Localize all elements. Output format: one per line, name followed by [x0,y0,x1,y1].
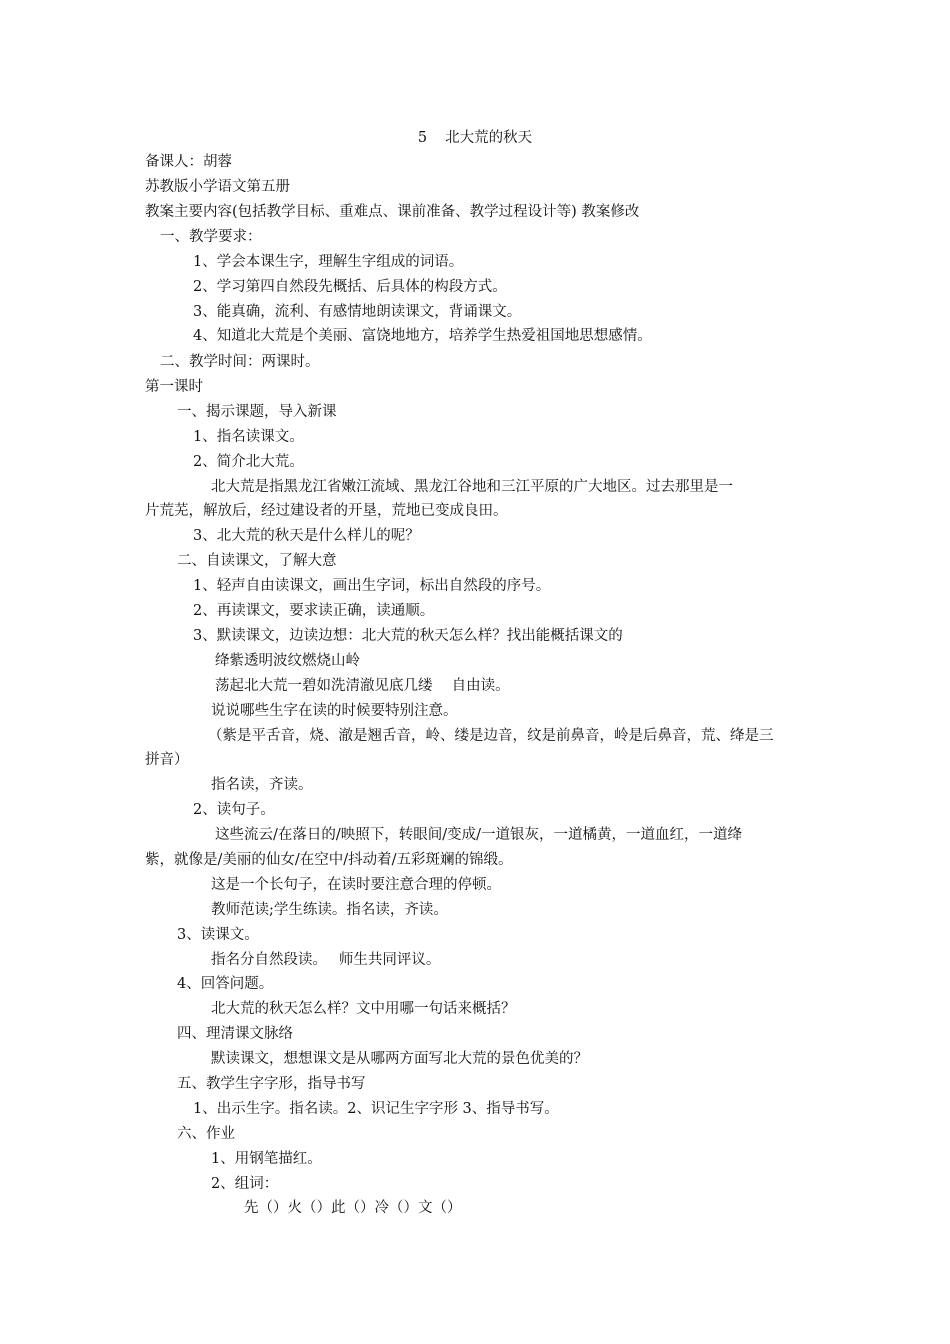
section-heading: 五、教学生字字形，指导书写 [177,1076,366,1092]
section-heading: 六、作业 [177,1126,235,1142]
paragraph-text: 说说哪些生字在读的时候要特别注意。 [211,703,458,719]
list-item: 2、读句子。 [193,802,275,818]
plan-content-line: 教案主要内容(包括教学目标、重难点、课前准备、教学过程设计等) 教案修改 [145,204,640,220]
paragraph-text: （紫是平舌音，烧、澈是翘舌音，岭、缕是边音，纹是前鼻音，岭是后鼻音，荒、绛是三 [208,728,774,744]
paragraph-text: 拼音） [145,752,189,768]
list-item: 4、知道北大荒是个美丽、富饶地地方，培养学生热爱祖国地思想感情。 [193,328,652,344]
lesson-title: 北大荒的秋天 [445,130,533,146]
paragraph-text: 北大荒是指黑龙江省嫩江流域、黑龙江谷地和三江平原的广大地区。过去那里是一 [211,479,733,495]
paragraph-text: 教师范读;学生练读。指名读，齐读。 [211,902,448,918]
list-item: 2、简介北大荒。 [193,454,304,470]
paragraph-text: 这些流云/在落日的/映照下，转眼间/变成/一道银灰，一道橘黄，一道血红，一道绛 [215,827,743,843]
section-heading: 一、教学要求： [160,229,262,245]
section-heading: 二、教学时间：两课时。 [160,354,320,370]
list-item: 2、学习第四自然段先概括、后具体的构段方式。 [193,279,507,295]
section-heading: 四、理清课文脉络 [177,1026,293,1042]
list-item: 3、北大荒的秋天是什么样儿的呢？ [193,528,420,544]
lesson-number: 5 [417,130,428,146]
list-item: 1、轻声自由读课文，画出生字词，标出自然段的序号。 [193,578,551,594]
paragraph-text: 紫，就像是/美丽的仙女/在空中/抖动着/五彩斑斓的锦缎。 [145,852,513,868]
list-item: 3、默读课文，边读边想：北大荒的秋天怎么样？找出能概括课文的 [193,628,623,644]
vocabulary-line: 荡起北大荒一碧如洗清澈见底几缕 自由读。 [215,678,510,694]
paragraph-text: 指名分自然段读。 师生共同评议。 [211,952,441,968]
vocabulary-line: 绛紫透明波纹燃烧山岭 [215,653,360,669]
list-item: 2、组词： [211,1176,279,1192]
preparer-line: 备课人：胡蓉 [145,154,232,170]
list-item: 3、读课文。 [177,927,259,943]
paragraph-text: 片荒芜，解放后，经过建设者的开垦，荒地已变成良田。 [145,503,508,519]
list-item: 4、回答问题。 [177,976,274,992]
section-heading: 二、自读课文，了解大意 [177,553,337,569]
paragraph-text: 这是一个长句子，在读时要注意合理的停顿。 [211,877,501,893]
lesson-heading: 第一课时 [145,379,203,395]
list-item: 1、学会本课生字，理解生字组成的词语。 [193,254,464,270]
list-item: 2、再读课文，要求读正确，读通顺。 [193,603,435,619]
section-heading: 一、揭示课题，导入新课 [177,404,337,420]
paragraph-text: 指名读，齐读。 [211,777,313,793]
list-item: 3、能真确，流利、有感情地朗读课文，背诵课文。 [193,304,522,320]
document-title [0,128,950,148]
list-item: 1、用钢笔描红。 [211,1151,322,1167]
word-exercise: 先（）火（）此（）冷（）文（） [244,1200,462,1216]
paragraph-text: 默读课文，想想课文是从哪两方面写北大荒的景色优美的？ [211,1051,588,1067]
list-item: 1、指名读课文。 [193,429,304,445]
paragraph-text: 北大荒的秋天怎么样？文中用哪一句话来概括？ [211,1001,516,1017]
textbook-line: 苏教版小学语文第五册 [145,179,290,195]
list-item: 1、出示生字。指名读。2、识记生字字形 3、指导书写。 [193,1101,559,1117]
